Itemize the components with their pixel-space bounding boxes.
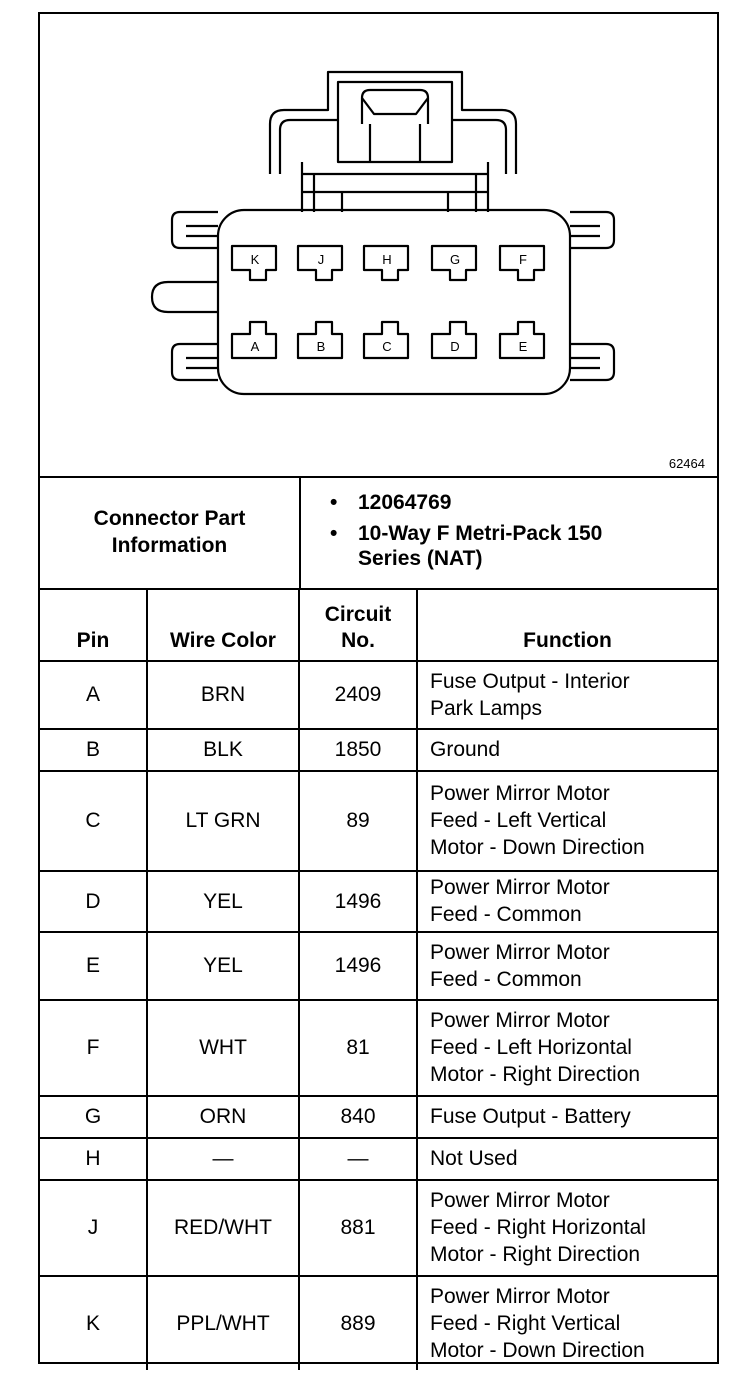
pin-cell: K	[40, 1276, 147, 1370]
connector-sheet	[38, 12, 719, 1364]
pin-cell: F	[40, 1000, 147, 1096]
connector-part-info	[40, 476, 717, 590]
function-line: Power Mirror Motor	[430, 876, 610, 899]
table-row	[40, 1096, 717, 1138]
pin-cell: J	[40, 1180, 147, 1276]
wire-color-cell: —	[147, 1138, 299, 1180]
figure-number: 62464	[668, 456, 705, 471]
header-circuit-no	[299, 588, 417, 661]
pin-label-a: A	[250, 339, 260, 354]
function-line: Motor - Right Direction	[430, 1243, 641, 1266]
function-cell	[417, 1000, 717, 1096]
connector-type	[330, 521, 602, 571]
connector-drawing	[40, 14, 717, 476]
function-cell	[417, 771, 717, 871]
pin-cell: C	[40, 771, 147, 871]
table-row	[40, 661, 717, 729]
function-line: Ground	[430, 738, 501, 761]
info-label-line1: Connector Part	[93, 507, 246, 530]
connector-type-line1: 10-Way F Metri-Pack 150	[358, 522, 603, 545]
info-label-line2: Information	[111, 534, 228, 557]
table-row	[40, 1276, 717, 1370]
wire-color-cell: LT GRN	[147, 771, 299, 871]
pin-cell: G	[40, 1096, 147, 1138]
part-number: • 12064769	[330, 490, 602, 515]
function-cell	[417, 1276, 717, 1370]
function-line: Motor - Down Direction	[430, 836, 645, 859]
function-line: Motor - Down Direction	[430, 1338, 645, 1362]
circuit-cell: 1850	[299, 729, 417, 771]
wire-color-cell: YEL	[147, 871, 299, 932]
pin-label-j: J	[317, 252, 325, 267]
wire-color-cell: BLK	[147, 729, 299, 771]
function-line: Feed - Left Vertical	[430, 809, 607, 832]
function-line: Park Lamps	[430, 696, 543, 720]
circuit-cell: 881	[299, 1180, 417, 1276]
table-row	[40, 932, 717, 1000]
header-wire-color: Wire Color	[147, 588, 299, 661]
table-row	[40, 771, 717, 871]
header-function: Function	[417, 588, 717, 661]
connector-info-list	[330, 490, 602, 571]
function-cell	[417, 1096, 717, 1138]
circuit-cell: 1496	[299, 932, 417, 1000]
table-row	[40, 729, 717, 771]
table-row	[40, 1138, 717, 1180]
pin-label-d: D	[450, 339, 460, 354]
header-circuit-line1: Circuit	[324, 603, 392, 626]
function-cell	[417, 661, 717, 729]
pin-cell: A	[40, 661, 147, 729]
header-circuit-line2: No.	[341, 629, 375, 652]
pin-label-g: G	[449, 252, 461, 267]
pinout-table	[40, 588, 717, 1370]
header-pin: Pin	[40, 588, 147, 661]
pin-cell: D	[40, 871, 147, 932]
pin-label-k: K	[250, 252, 260, 267]
function-cell	[417, 871, 717, 932]
function-line: Feed - Right Horizontal	[430, 1216, 646, 1239]
table-row	[40, 871, 717, 932]
pin-label-b: B	[316, 339, 326, 354]
function-cell	[417, 729, 717, 771]
wire-color-cell: PPL/WHT	[147, 1276, 299, 1370]
circuit-cell: 1496	[299, 871, 417, 932]
circuit-cell: 2409	[299, 661, 417, 729]
function-cell	[417, 1138, 717, 1180]
function-line: Feed - Common	[430, 903, 582, 926]
function-line: Feed - Left Horizontal	[430, 1036, 632, 1059]
function-line: Power Mirror Motor	[430, 1009, 610, 1032]
pin-label-c: C	[382, 339, 392, 354]
connector-diagram	[40, 14, 717, 478]
table-row	[40, 1180, 717, 1276]
function-line: Fuse Output - Battery	[430, 1105, 631, 1128]
function-line: Power Mirror Motor	[430, 1284, 610, 1308]
connector-type-line2: Series (NAT)	[358, 547, 483, 570]
function-cell	[417, 932, 717, 1000]
function-cell	[417, 1180, 717, 1276]
table-row	[40, 1000, 717, 1096]
function-line: Feed - Right Vertical	[430, 1311, 621, 1335]
function-line: Feed - Common	[430, 967, 582, 991]
circuit-cell: 89	[299, 771, 417, 871]
pin-cell: H	[40, 1138, 147, 1180]
function-line: Power Mirror Motor	[430, 940, 610, 964]
pinout-rows	[40, 661, 717, 1370]
pin-label-f: F	[519, 252, 527, 267]
wire-color-cell: YEL	[147, 932, 299, 1000]
function-line: Power Mirror Motor	[430, 1189, 610, 1212]
connector-info-label	[40, 476, 301, 588]
circuit-cell: 840	[299, 1096, 417, 1138]
function-line: Not Used	[430, 1147, 518, 1170]
function-line: Motor - Right Direction	[430, 1063, 641, 1086]
pin-label-e: E	[518, 339, 528, 354]
wire-color-cell: ORN	[147, 1096, 299, 1138]
function-line: Power Mirror Motor	[430, 782, 610, 805]
pin-cell: B	[40, 729, 147, 771]
header-row	[40, 588, 717, 661]
wire-color-cell: WHT	[147, 1000, 299, 1096]
pin-label-h: H	[382, 252, 392, 267]
wire-color-cell: BRN	[147, 661, 299, 729]
function-line: Fuse Output - Interior	[430, 669, 630, 693]
circuit-cell: 81	[299, 1000, 417, 1096]
circuit-cell: —	[299, 1138, 417, 1180]
pin-cell: E	[40, 932, 147, 1000]
circuit-cell: 889	[299, 1276, 417, 1370]
wire-color-cell: RED/WHT	[147, 1180, 299, 1276]
